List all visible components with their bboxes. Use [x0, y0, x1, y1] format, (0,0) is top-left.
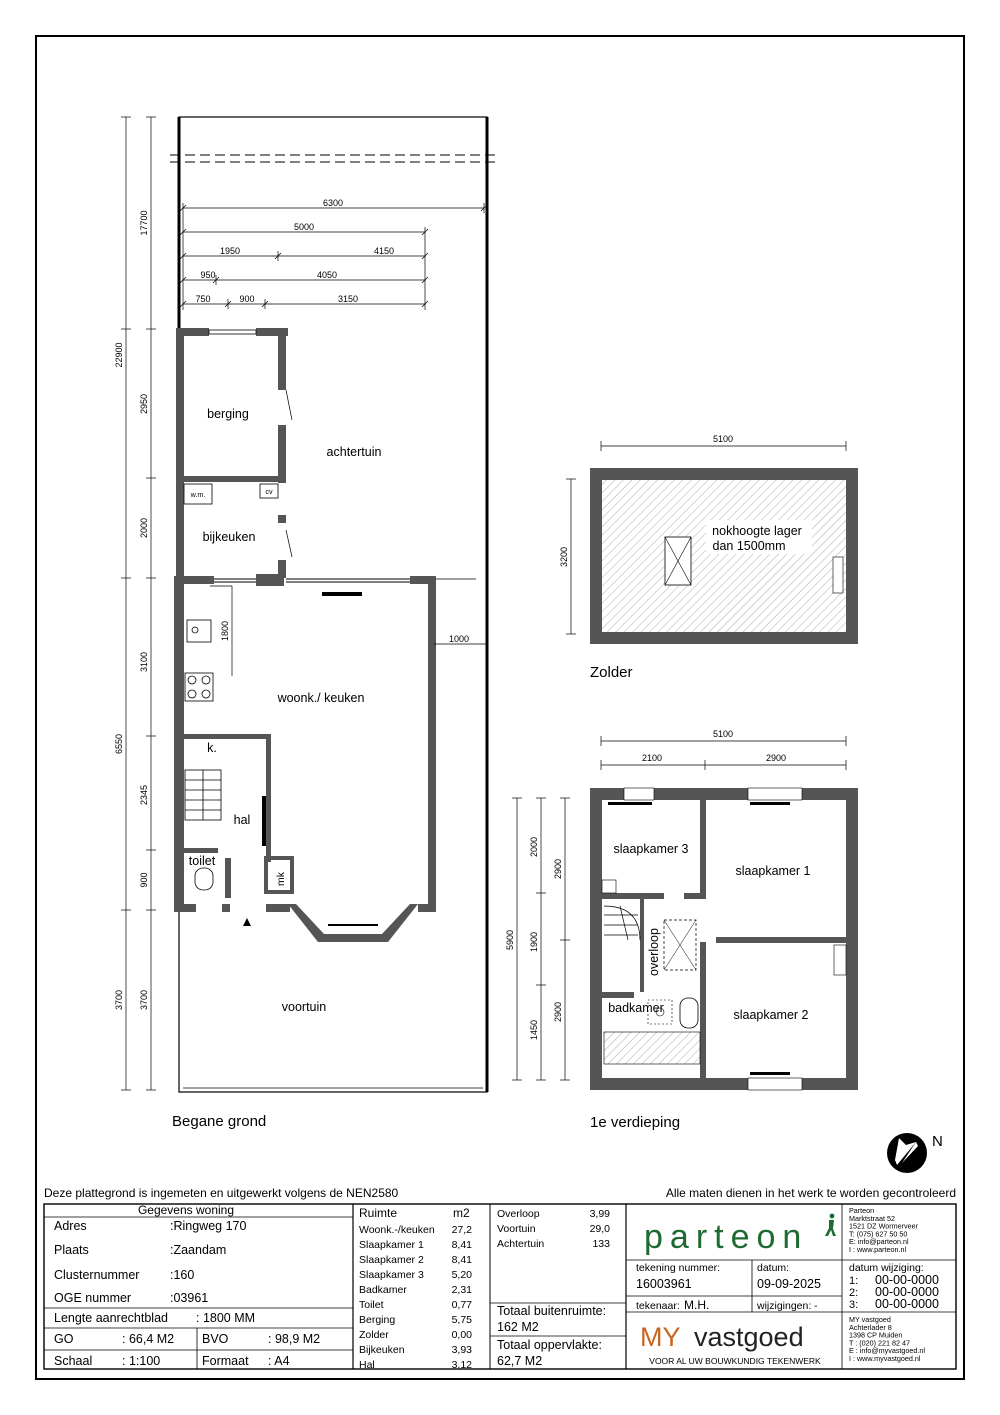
dim-1e-2000: 2000: [529, 836, 539, 858]
room-badkamer: badkamer: [608, 1001, 664, 1015]
room-berging: berging: [207, 407, 249, 421]
ruimte-name: Slaapkamer 3: [359, 1269, 424, 1281]
schaal-value: : 1:100: [122, 1354, 161, 1368]
room-bijkeuken: bijkeuken: [202, 530, 256, 544]
dim-22900: 22900: [114, 342, 124, 368]
ruimte-head: Ruimte: [359, 1206, 398, 1220]
tekening-nr-value: 16003961: [636, 1277, 692, 1291]
myvastgoed-address-line: E : info@myvastgoed.nl: [849, 1346, 926, 1356]
ruimte-m2: 2,31: [451, 1284, 472, 1296]
woning-title: Gegevens woning: [137, 1203, 235, 1217]
label-wm: w.m.: [190, 490, 206, 499]
dim-3700-outer: 3700: [114, 989, 124, 1011]
dim-900: 900: [239, 294, 255, 304]
ruimte-m2: 0,00: [451, 1329, 472, 1341]
schaal-label: Schaal: [54, 1354, 93, 1368]
ruimte-extra-name: Overloop: [497, 1208, 540, 1220]
dim-4050: 4050: [316, 270, 338, 280]
dim-1800: 1800: [220, 620, 230, 642]
dim-1e-1900: 1900: [529, 931, 539, 953]
header-control-note: Alle maten dienen in het werk te worden gecontroleerd: [665, 1186, 956, 1200]
room-hal: hal: [233, 813, 251, 827]
caption-begane-grond: Begane grond: [172, 1113, 267, 1130]
dim-3700-inner: 3700: [139, 989, 149, 1011]
myvastgoed-logo-vastgoed: vastgoed: [694, 1322, 804, 1352]
dim-2000: 2000: [139, 517, 149, 539]
ruimte-extra-name: Voortuin: [497, 1223, 536, 1235]
buiten-label: Totaal buitenruimte:: [497, 1304, 607, 1318]
dim-5000: 5000: [293, 222, 315, 232]
ruimte-name: Zolder: [359, 1329, 389, 1341]
dim-750: 750: [195, 294, 211, 304]
wijziging-date: 00-00-0000: [875, 1285, 939, 1299]
room-toilet: toilet: [188, 854, 216, 868]
oge-value: :03961: [170, 1291, 209, 1305]
tekening-nr-label: tekening nummer:: [636, 1262, 721, 1274]
ruimte-name: Woonk.-/keuken: [359, 1224, 435, 1236]
ruimte-m2: 0,77: [451, 1299, 472, 1311]
myvastgoed-logo-my: MY: [640, 1322, 681, 1352]
lengte-value: : 1800 MM: [196, 1311, 256, 1325]
ruimte-m2: 27,2: [451, 1224, 472, 1236]
zolder-note-line1: nokhoogte lager: [712, 524, 802, 538]
first-floor-plan: [505, 729, 858, 1131]
zolder-plan: [559, 434, 858, 681]
ruimte-name: Hal: [359, 1359, 375, 1371]
dim-900-v: 900: [139, 872, 149, 888]
ruimte-m2: 5,75: [451, 1314, 472, 1326]
ruimte-m2: 8,41: [451, 1254, 472, 1266]
opp-label: Totaal oppervlakte:: [497, 1338, 602, 1352]
opp-value: 62,7 M2: [497, 1354, 543, 1368]
datum-label: datum:: [757, 1262, 790, 1274]
formaat-value: : A4: [268, 1354, 290, 1368]
dim-1000: 1000: [448, 634, 470, 644]
ruimte-m2: 5,20: [451, 1269, 472, 1281]
go-value: : 66,4 M2: [122, 1332, 175, 1346]
wijziging-index: 3:: [849, 1299, 859, 1311]
plaats-label: Plaats: [54, 1243, 89, 1257]
go-label: GO: [54, 1332, 74, 1346]
buiten-value: 162 M2: [497, 1320, 539, 1334]
ruimte-extra-name: Achtertuin: [497, 1238, 545, 1250]
room-slaapkamer-3: slaapkamer 3: [613, 842, 689, 856]
label-meterkast: mk: [275, 872, 287, 886]
plaats-value: :Zaandam: [170, 1243, 227, 1257]
dim-1e-2900-b: 2900: [553, 1001, 563, 1023]
dim-1e-1450: 1450: [529, 1019, 539, 1041]
wijz-label: datum wijziging:: [849, 1262, 924, 1274]
label-cv: cv: [265, 487, 273, 496]
parteon-logo: parteon: [644, 1218, 809, 1256]
datum-value: 09-09-2025: [757, 1277, 821, 1291]
cluster-value: :160: [170, 1268, 195, 1282]
room-woonkamer-keuken: woonk./ keuken: [277, 691, 365, 705]
ruimte-m2: 3,12: [451, 1359, 472, 1371]
dim-6300: 6300: [322, 198, 344, 208]
wijzigingen-label: wijzigingen:: [757, 1300, 812, 1312]
caption-1e-verdieping: 1e verdieping: [590, 1114, 681, 1131]
parteon-address-line: Marktstraat 52: [849, 1213, 895, 1223]
ruimte-name: Bijkeuken: [359, 1344, 405, 1356]
cluster-label: Clusternummer: [54, 1268, 140, 1282]
wijziging-index: 2:: [849, 1287, 859, 1299]
adres-value: :Ringweg 170: [170, 1219, 247, 1233]
ruimte-extra-m2: 3,99: [589, 1208, 610, 1220]
parteon-address-line: T: (075) 627 50 50: [849, 1229, 908, 1239]
dim-2345: 2345: [139, 784, 149, 806]
room-achtertuin: achtertuin: [326, 445, 382, 459]
dim-3150: 3150: [337, 294, 359, 304]
oge-label: OGE nummer: [54, 1291, 132, 1305]
dim-1e-2100: 2100: [641, 753, 663, 763]
ruimte-extra-m2: 133: [592, 1238, 610, 1250]
parteon-address: [849, 1206, 919, 1254]
wijziging-index: 1:: [849, 1275, 859, 1287]
bvo-value: : 98,9 M2: [268, 1332, 321, 1346]
myvastgoed-address-line: I : www.myvastgoed.nl: [849, 1354, 921, 1363]
tekenaar-value: M.H.: [684, 1298, 710, 1312]
dim-1e-5100: 5100: [712, 729, 734, 739]
ground-floor-plan: [114, 117, 496, 1130]
parteon-address-line: E: info@parteon.nl: [849, 1237, 909, 1247]
room-kast: k.: [207, 741, 217, 755]
myvastgoed-address-line: 1398 CP Muiden: [849, 1330, 903, 1340]
caption-zolder: Zolder: [590, 664, 633, 681]
parteon-address-line: 1521 DZ Wormerveer: [849, 1221, 918, 1231]
bvo-label: BVO: [202, 1332, 229, 1346]
tekenaar-label: tekenaar:: [636, 1300, 680, 1312]
wijziging-date: 00-00-0000: [875, 1297, 939, 1311]
dim-2950: 2950: [139, 393, 149, 415]
dim-1e-2900-a: 2900: [553, 858, 563, 880]
dim-4150: 4150: [373, 246, 395, 256]
lengte-label: Lengte aanrechtblad: [54, 1311, 168, 1325]
dim-zolder-5100: 5100: [712, 434, 734, 444]
ruimte-m2: 8,41: [451, 1239, 472, 1251]
dim-zolder-3200: 3200: [559, 546, 569, 568]
myvastgoed-address-line: T : (020) 221 82 47: [849, 1338, 911, 1348]
ruimte-extra-list: [497, 1208, 610, 1250]
dim-1950: 1950: [219, 246, 241, 256]
north-arrow-icon: [887, 1133, 943, 1173]
ruimte-name: Berging: [359, 1314, 396, 1326]
myvastgoed-tagline: VOOR AL UW BOUWKUNDIG TEKENWERK: [649, 1356, 821, 1366]
room-overloop: overloop: [647, 928, 661, 976]
room-slaapkamer-2: slaapkamer 2: [733, 1008, 809, 1022]
adres-label: Adres: [54, 1219, 87, 1233]
room-slaapkamer-1: slaapkamer 1: [735, 864, 811, 878]
parteon-address-line: I : www.parteon.nl: [849, 1245, 907, 1254]
wijzigingen-value: -: [814, 1300, 818, 1312]
room-voortuin: voortuin: [281, 1000, 327, 1014]
wijziging-list: [849, 1273, 939, 1311]
ruimte-head-m2: m2: [453, 1206, 470, 1220]
dim-1e-5900: 5900: [505, 929, 515, 951]
myvastgoed-address-line: MY vastgoed: [849, 1315, 891, 1324]
parteon-address-line: Parteon: [849, 1206, 875, 1215]
ruimte-name: Toilet: [359, 1299, 384, 1311]
ruimte-name: Badkamer: [359, 1284, 407, 1296]
zolder-note-line2: dan 1500mm: [712, 539, 786, 553]
ruimte-list: [359, 1224, 472, 1371]
dim-950: 950: [200, 270, 216, 280]
ruimte-m2: 3,93: [451, 1344, 472, 1356]
dim-3100: 3100: [139, 651, 149, 673]
dim-17700: 17700: [139, 210, 149, 236]
formaat-label: Formaat: [202, 1354, 249, 1368]
dim-6550: 6550: [114, 733, 124, 755]
header-nen2580: Deze plattegrond is ingemeten en uitgewerkt volgens de NEN2580: [44, 1186, 399, 1200]
ruimte-name: Slaapkamer 1: [359, 1239, 424, 1251]
wijziging-date: 00-00-0000: [875, 1273, 939, 1287]
dim-1e-2900: 2900: [765, 753, 787, 763]
north-label: N: [932, 1133, 943, 1150]
ruimte-extra-m2: 29,0: [589, 1223, 610, 1235]
myvastgoed-address-line: Achterlader 8: [849, 1322, 892, 1332]
ruimte-name: Slaapkamer 2: [359, 1254, 424, 1266]
parteon-walker-icon: [825, 1214, 836, 1236]
myvastgoed-address: [849, 1315, 925, 1363]
